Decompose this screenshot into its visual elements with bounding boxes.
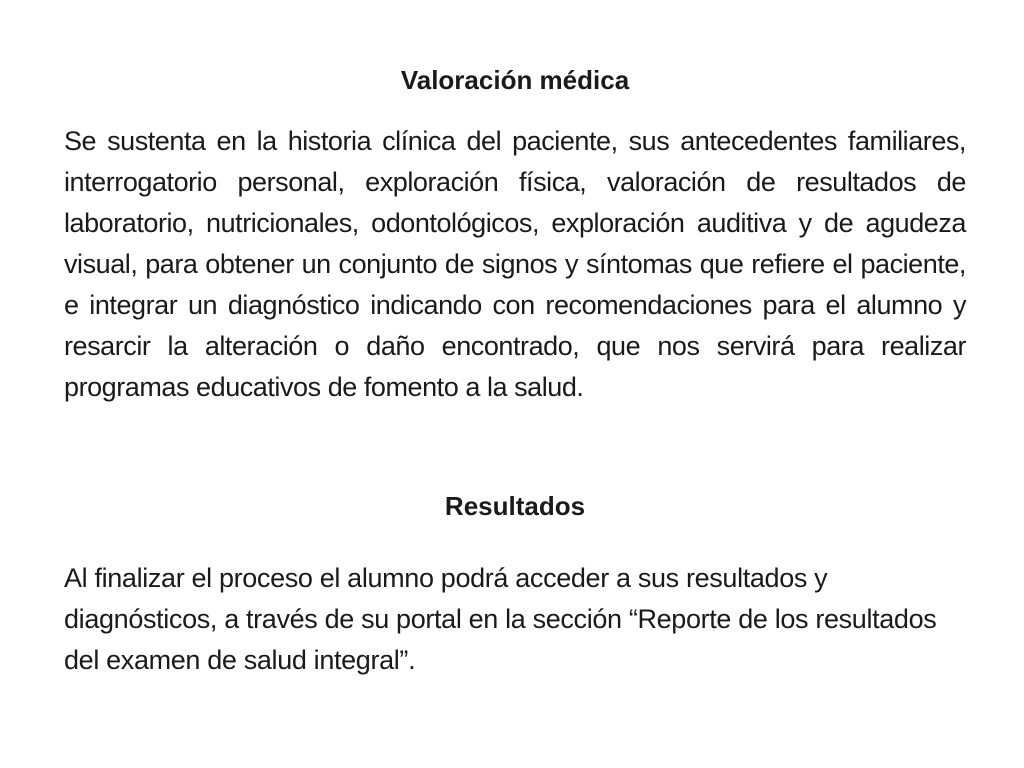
section-body-resultados: Al finalizar el proceso el alumno podrá acceder a sus resultados y diagnósticos, a través de su portal en la sección “Reporte de los resultados del examen de salud integral”. xyxy=(64,563,937,675)
section-body-valoracion-medica: Se sustenta en la historia clínica del paciente, sus antecedentes familiares, interrogatorio personal, exploración física, valoración de resultados de laboratorio, nutricionales, odontológicos, exploración auditiva y de agudeza visual, para obtener un conjunto de signos y síntomas que refiere el paciente, e integrar un diagnóstico indicando con recomendaciones para el alumno y resarcir la alteración o daño encontrado, que nos servirá para realizar programas educativos de fomento a la salud. xyxy=(64,126,966,402)
section-title-valoracion-medica: Valoración médica xyxy=(400,65,630,95)
section-title-resultados: Resultados xyxy=(444,491,586,521)
